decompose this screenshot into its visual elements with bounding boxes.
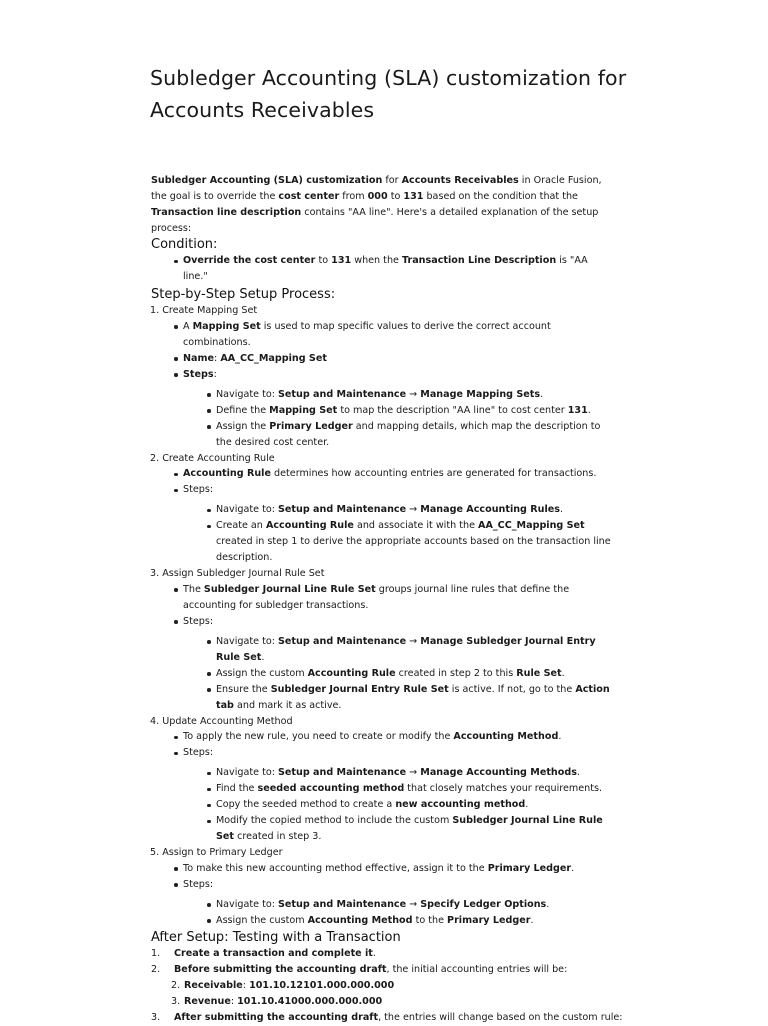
- sub-bold: Manage Mapping Sets: [420, 388, 541, 400]
- sub-text: Navigate to:: [216, 388, 278, 400]
- intro-text: to: [387, 191, 404, 202]
- list-number: 3.: [151, 1011, 161, 1023]
- sub-text: Navigate to:: [216, 767, 278, 778]
- list-number: 2.: [151, 963, 161, 975]
- bullet-text: A: [183, 320, 193, 332]
- sub-bold: Primary Ledger: [447, 914, 531, 926]
- bullet-bold: Accounting Rule: [183, 468, 271, 479]
- intro-text: for: [382, 175, 402, 186]
- bullet-text: To make this new accounting method effective, assign it to the: [183, 862, 488, 874]
- item-text: , the entries will change based on the custom rule:: [378, 1011, 623, 1023]
- sub-bold: Manage Accounting Methods: [420, 767, 577, 778]
- sub-bold: Primary Ledger: [269, 420, 353, 432]
- step-4-sub-1: [216, 765, 611, 781]
- step-5-sub-1: [216, 897, 611, 913]
- sub-bold: Rule Set: [516, 667, 562, 679]
- intro-paragraph: [151, 173, 611, 237]
- sub-text: and mapping details, which map the description to the desired cost center.: [216, 420, 601, 448]
- sub-text: and mark it as active.: [233, 699, 342, 711]
- document-body: [0, 170, 768, 1026]
- list-number: 2.: [171, 979, 181, 991]
- item-text: .: [372, 947, 376, 959]
- step-4-sub-4: [216, 813, 611, 845]
- step-3-title: 3. Assign Subledger Journal Rule Set: [150, 568, 325, 579]
- list-number: 3.: [171, 995, 181, 1007]
- sub-bold: Mapping Set: [269, 404, 338, 416]
- sub-bold: Accounting Rule: [265, 520, 354, 531]
- step-5-sub-2: [216, 913, 611, 929]
- step-2-sub-1: [216, 502, 611, 518]
- sub-text: .: [530, 914, 534, 926]
- sub-text: and associate it with the: [353, 520, 479, 531]
- sub-bold: Setup and Maintenance: [278, 635, 407, 647]
- sub-bold: 131: [567, 404, 588, 416]
- item-bold: Receivable: [184, 979, 243, 991]
- testing-item-2: [151, 962, 768, 978]
- step-5-title: 5. Assign to Primary Ledger: [150, 847, 283, 858]
- intro-tld-term: Transaction line description: [151, 207, 302, 218]
- bullet-text: :: [214, 352, 221, 364]
- bullet-text: The: [183, 583, 204, 595]
- sub-text: .: [561, 667, 565, 679]
- testing-item-2b: [171, 994, 768, 1010]
- bullet-text: is used to map specific values to derive the correct account combinations.: [183, 320, 551, 348]
- step-2-bullet-2: Steps:: [183, 482, 603, 498]
- arrow-icon: →: [406, 504, 421, 515]
- item-bold: 101.10.41000.000.000.000: [237, 995, 383, 1007]
- step-1-title: 1. Create Mapping Set: [150, 305, 258, 316]
- sub-text: .: [540, 388, 544, 400]
- step-2-bullet-1: [183, 466, 603, 482]
- sub-text: Assign the custom: [216, 667, 308, 679]
- page-title: Subledger Accounting (SLA) customization for Accounts Receivables: [150, 66, 627, 122]
- sub-text: Navigate to:: [216, 504, 278, 515]
- sub-text: .: [560, 504, 564, 515]
- step-5-bullet-1: [183, 861, 603, 877]
- sub-bold: Accounting Method: [307, 914, 413, 926]
- arrow-icon: →: [406, 635, 421, 647]
- intro-ar-term: Accounts Receivables: [401, 175, 519, 186]
- step-4-title: 4. Update Accounting Method: [150, 715, 293, 727]
- step-4-sub-3: [216, 797, 611, 813]
- step-1-sub-2: [216, 403, 611, 419]
- arrow-icon: →: [406, 767, 421, 778]
- intro-from-value: 000: [367, 191, 388, 202]
- item-bold: After submitting the accounting draft: [174, 1011, 379, 1023]
- setup-heading: Step-by-Step Setup Process:: [151, 287, 336, 302]
- condition-text: when the: [351, 255, 402, 266]
- item-bold: Create a transaction and complete it: [174, 947, 373, 959]
- condition-text: to: [315, 255, 332, 266]
- arrow-icon: →: [406, 898, 421, 910]
- condition-bold: Transaction Line Description: [401, 255, 557, 266]
- item-bold: Before submitting the accounting draft: [174, 963, 387, 975]
- step-3-bullet-2: Steps:: [183, 614, 603, 630]
- list-number: 1.: [151, 947, 161, 959]
- bullet-text: .: [558, 731, 562, 742]
- sub-text: .: [576, 767, 580, 778]
- testing-item-2a: [171, 978, 768, 994]
- item-bold: 101.10.12101.000.000.000: [249, 979, 395, 991]
- sub-text: Assign the: [216, 420, 270, 432]
- condition-bold: 131: [331, 255, 352, 266]
- arrow-icon: →: [406, 388, 421, 400]
- sub-text: to the: [412, 914, 448, 926]
- sub-text: that closely matches your requirements.: [404, 783, 603, 794]
- sub-text: Create an: [216, 520, 266, 531]
- step-3-sub-1: [216, 634, 611, 666]
- step-2-title: 2. Create Accounting Rule: [150, 452, 275, 464]
- bullet-text: determines how accounting entries are generated for transactions.: [270, 468, 597, 479]
- step-3-sub-2: [216, 666, 611, 682]
- bullet-text: .: [571, 862, 575, 874]
- item-bold: Revenue: [184, 995, 231, 1007]
- intro-text: based on the condition that the: [423, 191, 578, 202]
- sub-bold: Subledger Journal Entry Rule Set: [270, 683, 449, 695]
- condition-text: is "AA line.": [183, 255, 588, 282]
- sub-bold: Action tab: [216, 683, 610, 711]
- sub-bold: Setup and Maintenance: [278, 767, 407, 778]
- testing-item-1: [151, 946, 768, 962]
- sub-text: Define the: [216, 404, 270, 416]
- step-1-bullet-3: [183, 367, 603, 383]
- bullet-text: groups journal line rules that define the accounting for subledger transactions.: [183, 583, 570, 611]
- sub-text: to map the description "AA line" to cost center: [337, 404, 568, 416]
- sub-text: created in step 2 to this: [395, 667, 517, 679]
- sub-text: Navigate to:: [216, 635, 278, 647]
- item-text: :: [242, 979, 250, 991]
- condition-item: [183, 253, 603, 285]
- bullet-bold: Primary Ledger: [487, 862, 572, 874]
- testing-heading: After Setup: Testing with a Transaction: [151, 929, 401, 945]
- sub-bold: Manage Accounting Rules: [420, 504, 560, 515]
- intro-sla-term: Subledger Accounting (SLA) customization: [151, 175, 383, 186]
- sub-bold: AA_CC_Mapping Set: [478, 520, 585, 531]
- item-text: , the initial accounting entries will be:: [386, 963, 568, 975]
- step-4-bullet-1: [183, 729, 603, 745]
- sub-bold: Setup and Maintenance: [278, 898, 407, 910]
- step-4-sub-2: [216, 781, 611, 797]
- sub-text: is active. If not, go to the: [448, 683, 576, 695]
- sub-bold: Accounting Rule: [307, 667, 396, 679]
- intro-to-value: 131: [403, 191, 424, 202]
- intro-cost-center-term: cost center: [278, 191, 340, 202]
- step-1-bullet-2: [183, 351, 603, 367]
- testing-item-3: [151, 1010, 768, 1026]
- step-5-bullet-2: Steps:: [183, 877, 603, 893]
- bullet-bold: Accounting Method: [453, 731, 559, 742]
- bullet-text: To apply the new rule, you need to create or modify the: [183, 731, 454, 742]
- sub-text: created in step 1 to derive the appropriate accounts based on the transaction line description.: [216, 536, 611, 563]
- intro-text: from: [339, 191, 368, 202]
- sub-text: .: [587, 404, 591, 416]
- step-4-bullet-2: Steps:: [183, 745, 603, 761]
- sub-text: created in step 3.: [234, 831, 322, 842]
- sub-text: Find the: [216, 783, 258, 794]
- sub-bold: Specify Ledger Options: [420, 898, 547, 910]
- intro-text: contains "AA line". Here's a detailed explanation of the setup process:: [151, 207, 599, 234]
- sub-bold: Subledger Journal Line Rule Set: [216, 815, 603, 842]
- sub-bold: Manage Subledger Journal Entry Rule Set: [216, 635, 596, 663]
- sub-text: Navigate to:: [216, 898, 278, 910]
- step-2-sub-2: [216, 518, 611, 566]
- bullet-bold: AA_CC_Mapping Set: [220, 352, 327, 364]
- sub-text: Assign the custom: [216, 914, 308, 926]
- item-text: :: [230, 995, 238, 1007]
- sub-text: .: [525, 799, 529, 810]
- sub-text: Copy the seeded method to create a: [216, 799, 396, 810]
- sub-text: .: [546, 898, 550, 910]
- bullet-bold: Steps: [183, 368, 214, 380]
- step-3-sub-3: [216, 682, 611, 714]
- sub-text: Ensure the: [216, 683, 271, 695]
- step-1-sub-3: [216, 419, 611, 451]
- condition-heading: Condition:: [151, 237, 218, 252]
- step-3-bullet-1: [183, 582, 603, 614]
- sub-bold: Setup and Maintenance: [278, 504, 407, 515]
- sub-bold: Setup and Maintenance: [278, 388, 407, 400]
- sub-text: .: [261, 651, 265, 663]
- bullet-text: :: [213, 368, 217, 380]
- sub-bold: new accounting method: [395, 799, 526, 810]
- bullet-bold: Mapping Set: [192, 320, 261, 332]
- bullet-bold: Name: [183, 352, 215, 364]
- step-1-bullet-1: [183, 319, 603, 351]
- condition-bold: Override the cost center: [183, 255, 316, 266]
- intro-text: in Oracle Fusion, the goal is to override the: [151, 175, 602, 202]
- step-1-sub-1: [216, 387, 611, 403]
- sub-bold: seeded accounting method: [257, 783, 405, 794]
- bullet-bold: Subledger Journal Line Rule Set: [203, 583, 376, 595]
- sub-text: Modify the copied method to include the custom: [216, 815, 453, 826]
